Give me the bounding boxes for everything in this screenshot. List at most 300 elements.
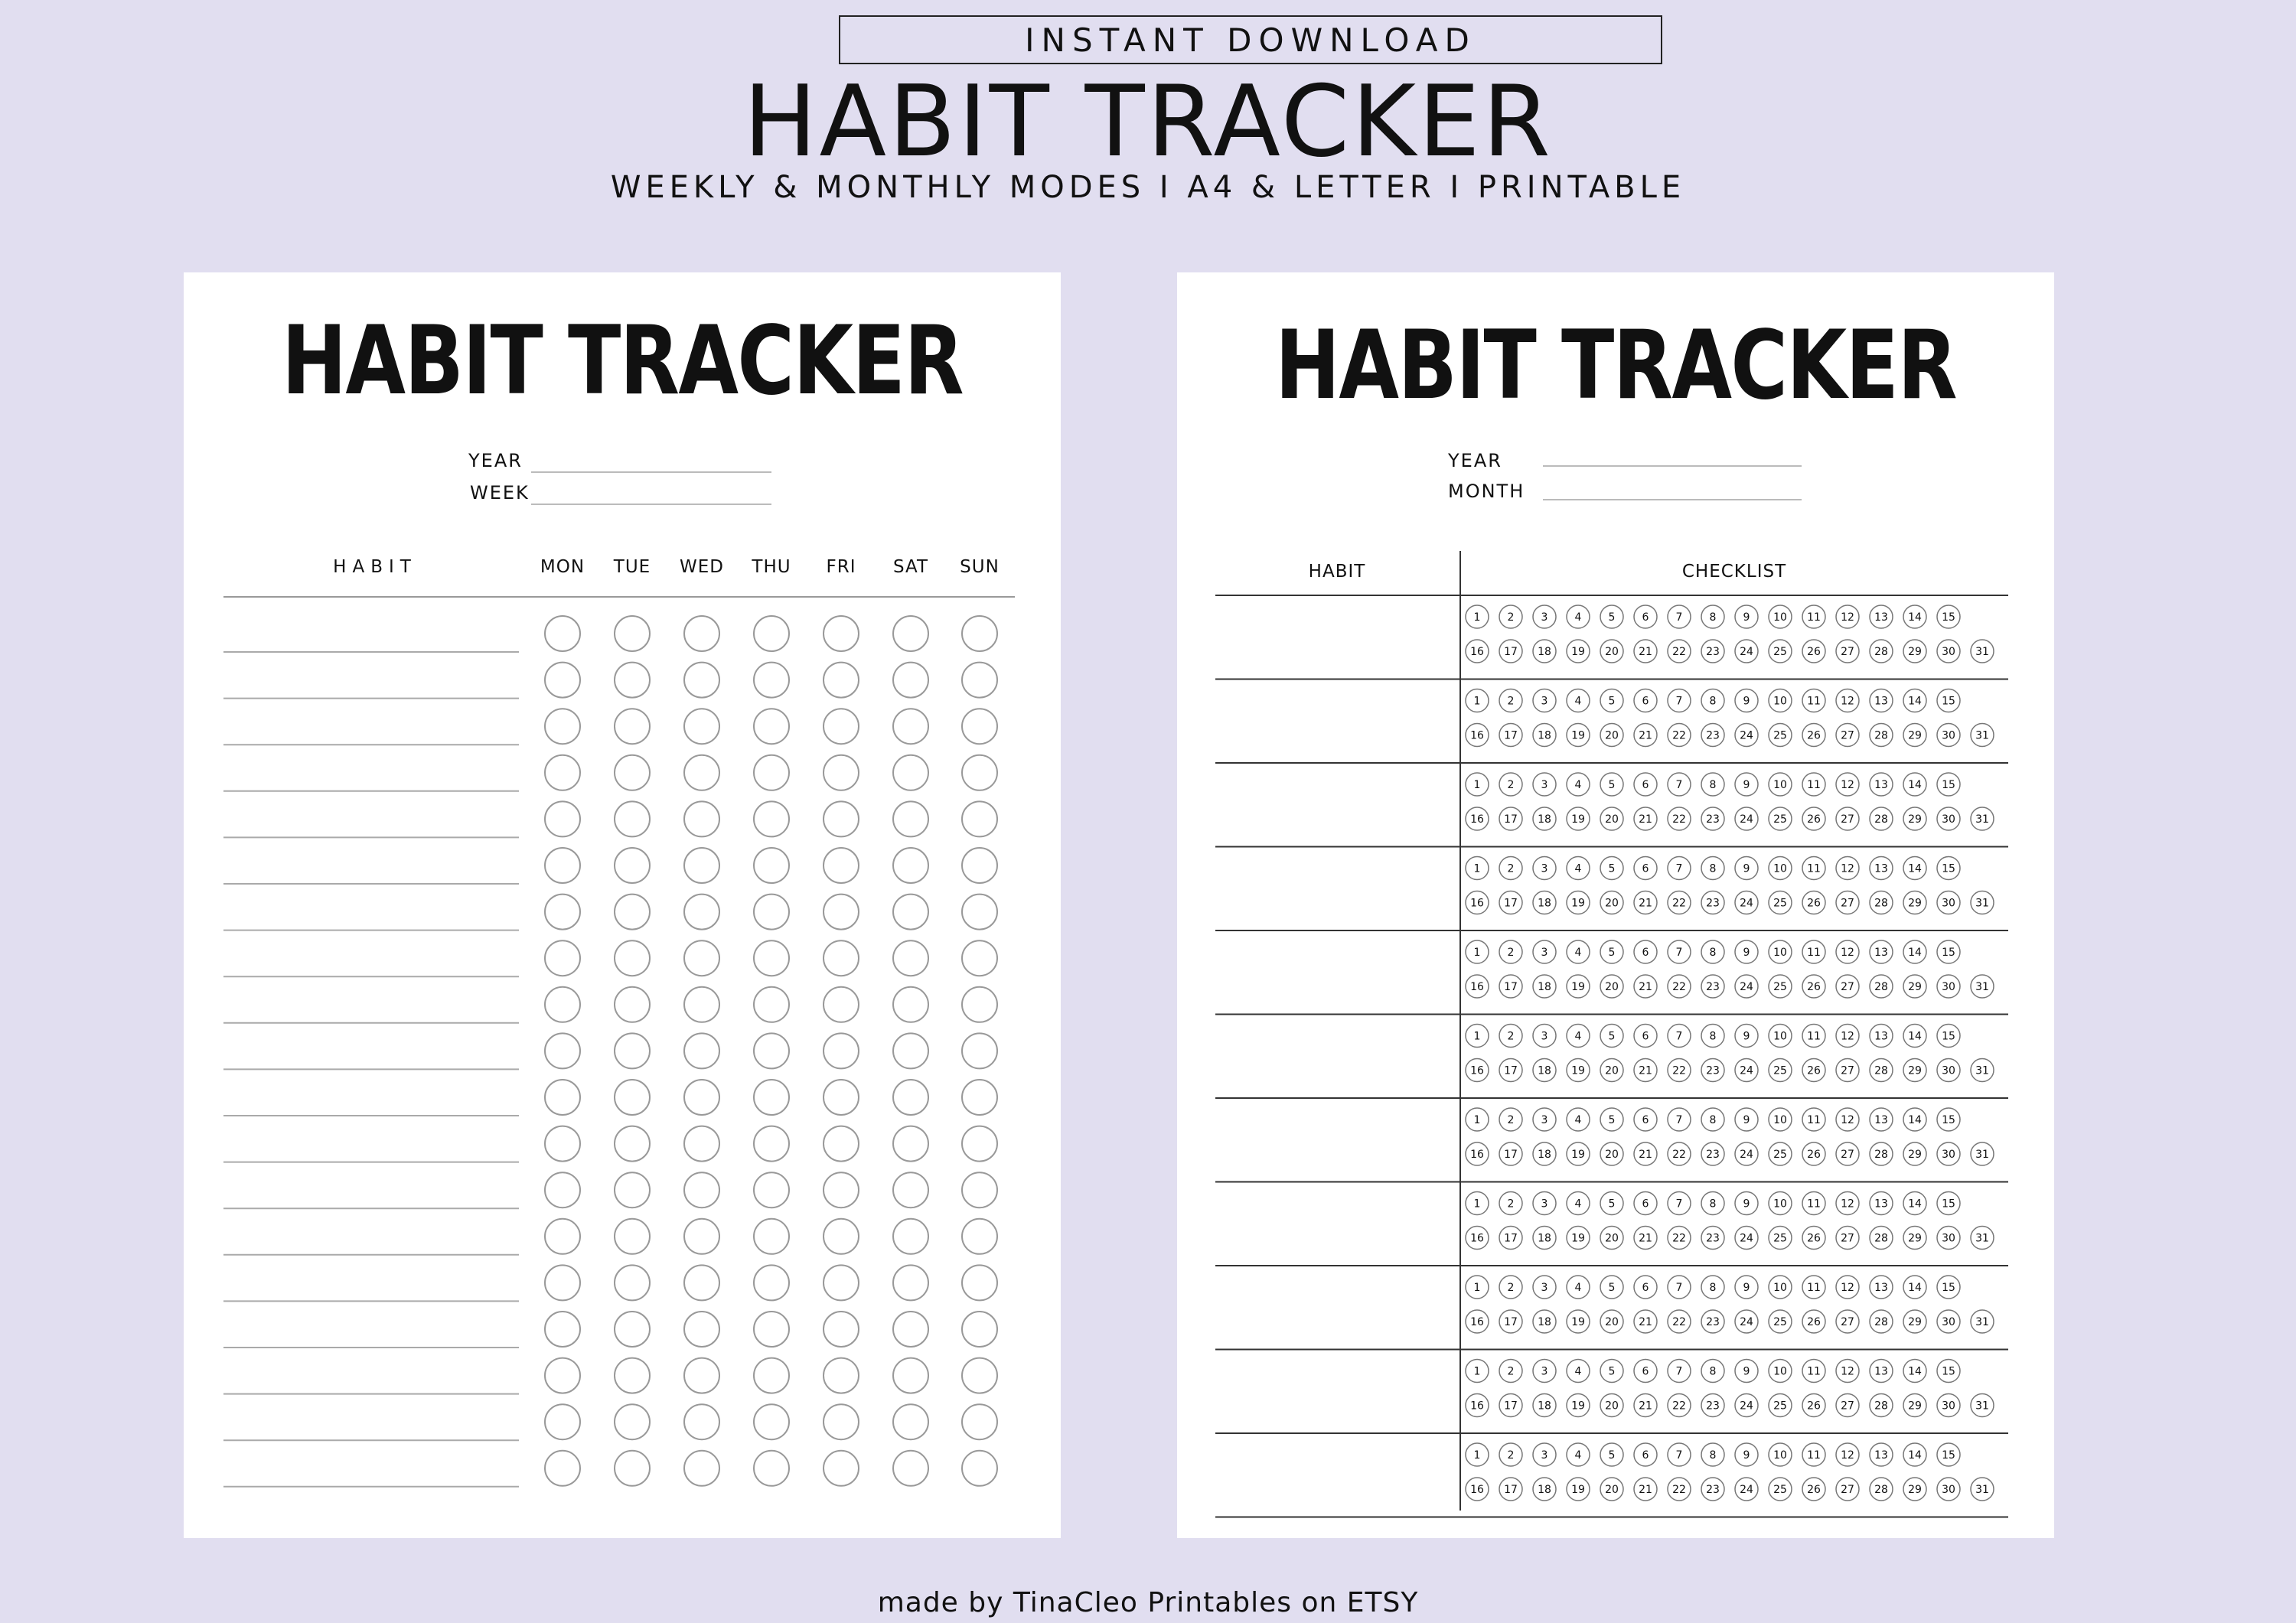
monthly-day-circle[interactable] bbox=[1499, 1478, 1522, 1501]
monthly-day-circle[interactable] bbox=[1634, 1276, 1657, 1299]
monthly-day-circle[interactable] bbox=[1937, 975, 1960, 998]
monthly-day-circle[interactable] bbox=[1701, 1059, 1724, 1082]
weekly-check-circle[interactable] bbox=[823, 1312, 859, 1347]
weekly-check-circle[interactable] bbox=[684, 755, 719, 790]
monthly-day-circle[interactable] bbox=[1499, 1025, 1522, 1048]
monthly-day-circle[interactable] bbox=[1735, 1108, 1758, 1131]
monthly-day-circle[interactable] bbox=[1499, 640, 1522, 663]
monthly-day-circle[interactable] bbox=[1600, 1443, 1623, 1466]
monthly-day-circle[interactable] bbox=[1769, 689, 1792, 712]
monthly-day-circle[interactable] bbox=[1903, 1443, 1926, 1466]
monthly-day-circle[interactable] bbox=[1567, 1478, 1590, 1501]
monthly-day-circle[interactable] bbox=[1903, 1276, 1926, 1299]
monthly-day-circle[interactable] bbox=[1903, 857, 1926, 880]
monthly-day-circle[interactable] bbox=[1701, 773, 1724, 796]
monthly-day-circle[interactable] bbox=[1870, 1108, 1893, 1131]
monthly-day-circle[interactable] bbox=[1903, 1478, 1926, 1501]
monthly-day-circle[interactable] bbox=[1466, 940, 1489, 963]
monthly-day-circle[interactable] bbox=[1836, 1360, 1859, 1383]
weekly-check-circle[interactable] bbox=[684, 1312, 719, 1347]
monthly-day-circle[interactable] bbox=[1634, 1025, 1657, 1048]
monthly-day-circle[interactable] bbox=[1533, 1276, 1556, 1299]
weekly-check-circle[interactable] bbox=[893, 848, 928, 883]
weekly-check-circle[interactable] bbox=[754, 1033, 789, 1068]
monthly-day-circle[interactable] bbox=[1567, 773, 1590, 796]
monthly-day-circle[interactable] bbox=[1802, 891, 1825, 914]
monthly-day-circle[interactable] bbox=[1870, 1025, 1893, 1048]
weekly-check-circle[interactable] bbox=[615, 848, 650, 883]
monthly-day-circle[interactable] bbox=[1769, 807, 1792, 830]
monthly-day-circle[interactable] bbox=[1769, 975, 1792, 998]
monthly-day-circle[interactable] bbox=[1701, 807, 1724, 830]
monthly-day-circle[interactable] bbox=[1903, 1360, 1926, 1383]
weekly-check-circle[interactable] bbox=[893, 1265, 928, 1300]
monthly-day-circle[interactable] bbox=[1735, 724, 1758, 747]
weekly-check-circle[interactable] bbox=[823, 1265, 859, 1300]
monthly-day-circle[interactable] bbox=[1600, 724, 1623, 747]
monthly-day-circle[interactable] bbox=[1634, 1192, 1657, 1215]
monthly-day-circle[interactable] bbox=[1903, 1142, 1926, 1165]
monthly-day-circle[interactable] bbox=[1634, 1310, 1657, 1333]
monthly-day-circle[interactable] bbox=[1668, 1276, 1691, 1299]
monthly-day-circle[interactable] bbox=[1836, 1108, 1859, 1131]
monthly-day-circle[interactable] bbox=[1836, 1142, 1859, 1165]
weekly-check-circle[interactable] bbox=[684, 1172, 719, 1207]
monthly-day-circle[interactable] bbox=[1870, 1059, 1893, 1082]
monthly-day-circle[interactable] bbox=[1701, 1192, 1724, 1215]
weekly-check-circle[interactable] bbox=[615, 616, 650, 651]
monthly-day-circle[interactable] bbox=[1634, 940, 1657, 963]
monthly-day-circle[interactable] bbox=[1903, 689, 1926, 712]
monthly-day-circle[interactable] bbox=[1802, 773, 1825, 796]
monthly-day-circle[interactable] bbox=[1567, 975, 1590, 998]
monthly-day-circle[interactable] bbox=[1567, 689, 1590, 712]
monthly-day-circle[interactable] bbox=[1499, 857, 1522, 880]
monthly-day-circle[interactable] bbox=[1903, 1025, 1926, 1048]
monthly-day-circle[interactable] bbox=[1600, 857, 1623, 880]
monthly-day-circle[interactable] bbox=[1600, 1227, 1623, 1250]
weekly-check-circle[interactable] bbox=[684, 1265, 719, 1300]
monthly-day-circle[interactable] bbox=[1870, 1310, 1893, 1333]
weekly-check-circle[interactable] bbox=[545, 1219, 580, 1254]
monthly-day-circle[interactable] bbox=[1769, 1142, 1792, 1165]
monthly-day-circle[interactable] bbox=[1567, 1360, 1590, 1383]
monthly-day-circle[interactable] bbox=[1466, 975, 1489, 998]
monthly-day-circle[interactable] bbox=[1499, 891, 1522, 914]
monthly-day-circle[interactable] bbox=[1668, 975, 1691, 998]
weekly-check-circle[interactable] bbox=[754, 1219, 789, 1254]
weekly-check-circle[interactable] bbox=[615, 1033, 650, 1068]
monthly-day-circle[interactable] bbox=[1937, 605, 1960, 628]
monthly-day-circle[interactable] bbox=[1533, 1478, 1556, 1501]
monthly-day-circle[interactable] bbox=[1499, 689, 1522, 712]
weekly-check-circle[interactable] bbox=[754, 1358, 789, 1393]
monthly-day-circle[interactable] bbox=[1937, 1276, 1960, 1299]
monthly-day-circle[interactable] bbox=[1533, 1108, 1556, 1131]
monthly-day-circle[interactable] bbox=[1769, 605, 1792, 628]
monthly-day-circle[interactable] bbox=[1567, 1192, 1590, 1215]
monthly-day-circle[interactable] bbox=[1735, 605, 1758, 628]
weekly-check-circle[interactable] bbox=[754, 1080, 789, 1115]
weekly-check-circle[interactable] bbox=[893, 1080, 928, 1115]
weekly-check-circle[interactable] bbox=[545, 1265, 580, 1300]
weekly-check-circle[interactable] bbox=[823, 848, 859, 883]
monthly-day-circle[interactable] bbox=[1668, 724, 1691, 747]
monthly-day-circle[interactable] bbox=[1903, 640, 1926, 663]
weekly-check-circle[interactable] bbox=[754, 895, 789, 930]
monthly-day-circle[interactable] bbox=[1533, 773, 1556, 796]
monthly-day-circle[interactable] bbox=[1634, 1227, 1657, 1250]
weekly-check-circle[interactable] bbox=[545, 663, 580, 698]
monthly-day-circle[interactable] bbox=[1937, 1142, 1960, 1165]
monthly-day-circle[interactable] bbox=[1600, 1025, 1623, 1048]
monthly-day-circle[interactable] bbox=[1769, 1059, 1792, 1082]
weekly-check-circle[interactable] bbox=[545, 1126, 580, 1162]
monthly-day-circle[interactable] bbox=[1735, 773, 1758, 796]
monthly-day-circle[interactable] bbox=[1903, 1227, 1926, 1250]
weekly-check-circle[interactable] bbox=[754, 1451, 789, 1486]
monthly-day-circle[interactable] bbox=[1802, 1443, 1825, 1466]
monthly-day-circle[interactable] bbox=[1466, 1192, 1489, 1215]
monthly-day-circle[interactable] bbox=[1634, 857, 1657, 880]
monthly-day-circle[interactable] bbox=[1903, 1108, 1926, 1131]
monthly-day-circle[interactable] bbox=[1937, 640, 1960, 663]
weekly-check-circle[interactable] bbox=[823, 1358, 859, 1393]
monthly-day-circle[interactable] bbox=[1802, 1310, 1825, 1333]
weekly-check-circle[interactable] bbox=[615, 895, 650, 930]
monthly-day-circle[interactable] bbox=[1802, 1142, 1825, 1165]
weekly-check-circle[interactable] bbox=[823, 1080, 859, 1115]
monthly-day-circle[interactable] bbox=[1903, 605, 1926, 628]
monthly-day-circle[interactable] bbox=[1466, 1025, 1489, 1048]
monthly-day-circle[interactable] bbox=[1634, 1059, 1657, 1082]
monthly-day-circle[interactable] bbox=[1634, 640, 1657, 663]
monthly-day-circle[interactable] bbox=[1836, 1443, 1859, 1466]
monthly-day-circle[interactable] bbox=[1499, 1192, 1522, 1215]
weekly-check-circle[interactable] bbox=[962, 1265, 997, 1300]
monthly-day-circle[interactable] bbox=[1870, 1443, 1893, 1466]
monthly-day-circle[interactable] bbox=[1701, 640, 1724, 663]
monthly-day-circle[interactable] bbox=[1466, 1443, 1489, 1466]
weekly-check-circle[interactable] bbox=[754, 1126, 789, 1162]
monthly-day-circle[interactable] bbox=[1600, 773, 1623, 796]
weekly-check-circle[interactable] bbox=[823, 1451, 859, 1486]
monthly-day-circle[interactable] bbox=[1634, 1394, 1657, 1417]
monthly-day-circle[interactable] bbox=[1836, 1192, 1859, 1215]
monthly-day-circle[interactable] bbox=[1903, 1310, 1926, 1333]
monthly-day-circle[interactable] bbox=[1701, 1108, 1724, 1131]
monthly-day-circle[interactable] bbox=[1634, 724, 1657, 747]
monthly-day-circle[interactable] bbox=[1769, 1192, 1792, 1215]
monthly-day-circle[interactable] bbox=[1836, 773, 1859, 796]
monthly-day-circle[interactable] bbox=[1466, 1478, 1489, 1501]
monthly-day-circle[interactable] bbox=[1668, 940, 1691, 963]
monthly-day-circle[interactable] bbox=[1533, 1142, 1556, 1165]
weekly-check-circle[interactable] bbox=[754, 709, 789, 744]
monthly-day-circle[interactable] bbox=[1600, 605, 1623, 628]
weekly-check-circle[interactable] bbox=[684, 848, 719, 883]
weekly-check-circle[interactable] bbox=[823, 940, 859, 976]
weekly-check-circle[interactable] bbox=[684, 1451, 719, 1486]
weekly-check-circle[interactable] bbox=[684, 1080, 719, 1115]
monthly-day-circle[interactable] bbox=[1735, 1443, 1758, 1466]
weekly-check-circle[interactable] bbox=[754, 1265, 789, 1300]
monthly-day-circle[interactable] bbox=[1802, 724, 1825, 747]
monthly-day-circle[interactable] bbox=[1668, 891, 1691, 914]
monthly-day-circle[interactable] bbox=[1499, 724, 1522, 747]
monthly-day-circle[interactable] bbox=[1701, 1360, 1724, 1383]
weekly-check-circle[interactable] bbox=[545, 895, 580, 930]
weekly-check-circle[interactable] bbox=[545, 1451, 580, 1486]
weekly-check-circle[interactable] bbox=[823, 663, 859, 698]
monthly-day-circle[interactable] bbox=[1600, 1394, 1623, 1417]
monthly-day-circle[interactable] bbox=[1735, 891, 1758, 914]
monthly-day-circle[interactable] bbox=[1701, 940, 1724, 963]
monthly-day-circle[interactable] bbox=[1870, 891, 1893, 914]
weekly-check-circle[interactable] bbox=[962, 616, 997, 651]
monthly-day-circle[interactable] bbox=[1466, 605, 1489, 628]
monthly-day-circle[interactable] bbox=[1735, 640, 1758, 663]
monthly-day-circle[interactable] bbox=[1466, 1394, 1489, 1417]
weekly-check-circle[interactable] bbox=[754, 663, 789, 698]
weekly-check-circle[interactable] bbox=[615, 1451, 650, 1486]
weekly-check-circle[interactable] bbox=[893, 1404, 928, 1439]
monthly-day-circle[interactable] bbox=[1466, 807, 1489, 830]
monthly-day-circle[interactable] bbox=[1466, 1108, 1489, 1131]
weekly-check-circle[interactable] bbox=[615, 755, 650, 790]
monthly-day-circle[interactable] bbox=[1634, 773, 1657, 796]
monthly-day-circle[interactable] bbox=[1533, 1394, 1556, 1417]
monthly-day-circle[interactable] bbox=[1600, 1059, 1623, 1082]
weekly-check-circle[interactable] bbox=[684, 1404, 719, 1439]
monthly-day-circle[interactable] bbox=[1836, 975, 1859, 998]
monthly-day-circle[interactable] bbox=[1466, 773, 1489, 796]
monthly-day-circle[interactable] bbox=[1533, 640, 1556, 663]
weekly-check-circle[interactable] bbox=[754, 1404, 789, 1439]
weekly-check-circle[interactable] bbox=[615, 1404, 650, 1439]
monthly-day-circle[interactable] bbox=[1466, 689, 1489, 712]
monthly-day-circle[interactable] bbox=[1937, 1310, 1960, 1333]
weekly-check-circle[interactable] bbox=[545, 940, 580, 976]
weekly-check-circle[interactable] bbox=[962, 1172, 997, 1207]
monthly-day-circle[interactable] bbox=[1836, 857, 1859, 880]
monthly-day-circle[interactable] bbox=[1836, 1227, 1859, 1250]
monthly-day-circle[interactable] bbox=[1802, 1108, 1825, 1131]
weekly-check-circle[interactable] bbox=[823, 987, 859, 1022]
weekly-check-circle[interactable] bbox=[893, 616, 928, 651]
weekly-check-circle[interactable] bbox=[545, 987, 580, 1022]
monthly-day-circle[interactable] bbox=[1668, 807, 1691, 830]
monthly-day-circle[interactable] bbox=[1735, 1394, 1758, 1417]
monthly-day-circle[interactable] bbox=[1769, 1394, 1792, 1417]
monthly-day-circle[interactable] bbox=[1634, 807, 1657, 830]
monthly-day-circle[interactable] bbox=[1499, 605, 1522, 628]
monthly-day-circle[interactable] bbox=[1836, 640, 1859, 663]
weekly-check-circle[interactable] bbox=[615, 1358, 650, 1393]
monthly-day-circle[interactable] bbox=[1971, 1059, 1994, 1082]
monthly-day-circle[interactable] bbox=[1634, 1443, 1657, 1466]
monthly-day-circle[interactable] bbox=[1836, 1025, 1859, 1048]
monthly-day-circle[interactable] bbox=[1769, 1227, 1792, 1250]
monthly-day-circle[interactable] bbox=[1668, 773, 1691, 796]
monthly-day-circle[interactable] bbox=[1634, 891, 1657, 914]
weekly-check-circle[interactable] bbox=[615, 1172, 650, 1207]
monthly-day-circle[interactable] bbox=[1769, 640, 1792, 663]
monthly-day-circle[interactable] bbox=[1634, 1360, 1657, 1383]
monthly-day-circle[interactable] bbox=[1903, 1059, 1926, 1082]
weekly-check-circle[interactable] bbox=[823, 1126, 859, 1162]
weekly-check-circle[interactable] bbox=[684, 663, 719, 698]
weekly-check-circle[interactable] bbox=[962, 663, 997, 698]
monthly-day-circle[interactable] bbox=[1567, 605, 1590, 628]
monthly-day-circle[interactable] bbox=[1499, 1394, 1522, 1417]
monthly-day-circle[interactable] bbox=[1668, 1227, 1691, 1250]
monthly-day-circle[interactable] bbox=[1466, 1360, 1489, 1383]
monthly-day-circle[interactable] bbox=[1971, 640, 1994, 663]
monthly-day-circle[interactable] bbox=[1600, 807, 1623, 830]
weekly-check-circle[interactable] bbox=[893, 1172, 928, 1207]
monthly-day-circle[interactable] bbox=[1802, 1059, 1825, 1082]
monthly-day-circle[interactable] bbox=[1701, 1478, 1724, 1501]
monthly-day-circle[interactable] bbox=[1836, 724, 1859, 747]
monthly-day-circle[interactable] bbox=[1802, 1478, 1825, 1501]
weekly-check-circle[interactable] bbox=[893, 1312, 928, 1347]
monthly-day-circle[interactable] bbox=[1836, 1276, 1859, 1299]
monthly-day-circle[interactable] bbox=[1836, 891, 1859, 914]
monthly-day-circle[interactable] bbox=[1567, 1310, 1590, 1333]
monthly-day-circle[interactable] bbox=[1499, 1360, 1522, 1383]
monthly-day-circle[interactable] bbox=[1971, 1478, 1994, 1501]
monthly-day-circle[interactable] bbox=[1735, 857, 1758, 880]
monthly-day-circle[interactable] bbox=[1870, 640, 1893, 663]
weekly-check-circle[interactable] bbox=[893, 1358, 928, 1393]
monthly-day-circle[interactable] bbox=[1735, 807, 1758, 830]
monthly-day-circle[interactable] bbox=[1634, 605, 1657, 628]
weekly-check-circle[interactable] bbox=[545, 801, 580, 836]
weekly-check-circle[interactable] bbox=[615, 1312, 650, 1347]
weekly-check-circle[interactable] bbox=[684, 1358, 719, 1393]
monthly-day-circle[interactable] bbox=[1466, 1276, 1489, 1299]
monthly-day-circle[interactable] bbox=[1567, 857, 1590, 880]
monthly-day-circle[interactable] bbox=[1971, 724, 1994, 747]
monthly-day-circle[interactable] bbox=[1802, 689, 1825, 712]
monthly-day-circle[interactable] bbox=[1701, 1394, 1724, 1417]
monthly-day-circle[interactable] bbox=[1701, 1025, 1724, 1048]
monthly-day-circle[interactable] bbox=[1567, 1059, 1590, 1082]
monthly-day-circle[interactable] bbox=[1870, 975, 1893, 998]
monthly-day-circle[interactable] bbox=[1701, 605, 1724, 628]
monthly-day-circle[interactable] bbox=[1567, 1276, 1590, 1299]
monthly-day-circle[interactable] bbox=[1466, 1142, 1489, 1165]
monthly-day-circle[interactable] bbox=[1870, 605, 1893, 628]
monthly-day-circle[interactable] bbox=[1567, 891, 1590, 914]
weekly-check-circle[interactable] bbox=[754, 1172, 789, 1207]
monthly-day-circle[interactable] bbox=[1668, 1059, 1691, 1082]
monthly-day-circle[interactable] bbox=[1567, 1227, 1590, 1250]
monthly-day-circle[interactable] bbox=[1870, 1227, 1893, 1250]
monthly-day-circle[interactable] bbox=[1870, 689, 1893, 712]
monthly-day-circle[interactable] bbox=[1668, 1025, 1691, 1048]
weekly-check-circle[interactable] bbox=[754, 940, 789, 976]
weekly-check-circle[interactable] bbox=[754, 616, 789, 651]
monthly-day-circle[interactable] bbox=[1870, 724, 1893, 747]
monthly-day-circle[interactable] bbox=[1735, 975, 1758, 998]
monthly-day-circle[interactable] bbox=[1769, 891, 1792, 914]
monthly-day-circle[interactable] bbox=[1735, 1227, 1758, 1250]
monthly-day-circle[interactable] bbox=[1870, 1360, 1893, 1383]
weekly-check-circle[interactable] bbox=[962, 1126, 997, 1162]
monthly-day-circle[interactable] bbox=[1701, 1142, 1724, 1165]
monthly-day-circle[interactable] bbox=[1499, 1108, 1522, 1131]
monthly-day-circle[interactable] bbox=[1533, 1059, 1556, 1082]
monthly-day-circle[interactable] bbox=[1937, 1443, 1960, 1466]
monthly-day-circle[interactable] bbox=[1937, 1059, 1960, 1082]
monthly-day-circle[interactable] bbox=[1634, 1142, 1657, 1165]
monthly-day-circle[interactable] bbox=[1802, 1227, 1825, 1250]
monthly-day-circle[interactable] bbox=[1499, 1142, 1522, 1165]
monthly-day-circle[interactable] bbox=[1668, 1310, 1691, 1333]
weekly-check-circle[interactable] bbox=[754, 755, 789, 790]
weekly-check-circle[interactable] bbox=[545, 755, 580, 790]
monthly-day-circle[interactable] bbox=[1600, 891, 1623, 914]
weekly-check-circle[interactable] bbox=[823, 1172, 859, 1207]
monthly-day-circle[interactable] bbox=[1937, 857, 1960, 880]
monthly-day-circle[interactable] bbox=[1735, 1059, 1758, 1082]
monthly-day-circle[interactable] bbox=[1600, 1310, 1623, 1333]
weekly-check-circle[interactable] bbox=[684, 895, 719, 930]
weekly-check-circle[interactable] bbox=[893, 709, 928, 744]
monthly-day-circle[interactable] bbox=[1466, 724, 1489, 747]
monthly-day-circle[interactable] bbox=[1567, 1443, 1590, 1466]
monthly-day-circle[interactable] bbox=[1769, 724, 1792, 747]
weekly-check-circle[interactable] bbox=[962, 1312, 997, 1347]
monthly-day-circle[interactable] bbox=[1668, 1394, 1691, 1417]
monthly-day-circle[interactable] bbox=[1937, 891, 1960, 914]
weekly-check-circle[interactable] bbox=[684, 1219, 719, 1254]
monthly-day-circle[interactable] bbox=[1870, 807, 1893, 830]
monthly-day-circle[interactable] bbox=[1600, 689, 1623, 712]
monthly-day-circle[interactable] bbox=[1668, 857, 1691, 880]
monthly-day-circle[interactable] bbox=[1903, 773, 1926, 796]
weekly-check-circle[interactable] bbox=[615, 1265, 650, 1300]
weekly-check-circle[interactable] bbox=[893, 663, 928, 698]
monthly-day-circle[interactable] bbox=[1769, 1108, 1792, 1131]
monthly-day-circle[interactable] bbox=[1668, 1360, 1691, 1383]
monthly-day-circle[interactable] bbox=[1903, 891, 1926, 914]
monthly-day-circle[interactable] bbox=[1937, 689, 1960, 712]
weekly-check-circle[interactable] bbox=[823, 801, 859, 836]
weekly-check-circle[interactable] bbox=[893, 1126, 928, 1162]
monthly-day-circle[interactable] bbox=[1802, 1394, 1825, 1417]
monthly-day-circle[interactable] bbox=[1499, 1276, 1522, 1299]
monthly-day-circle[interactable] bbox=[1567, 807, 1590, 830]
monthly-day-circle[interactable] bbox=[1499, 1059, 1522, 1082]
monthly-day-circle[interactable] bbox=[1668, 1108, 1691, 1131]
weekly-check-circle[interactable] bbox=[684, 987, 719, 1022]
weekly-check-circle[interactable] bbox=[962, 940, 997, 976]
monthly-day-circle[interactable] bbox=[1735, 940, 1758, 963]
monthly-day-circle[interactable] bbox=[1533, 689, 1556, 712]
weekly-check-circle[interactable] bbox=[754, 848, 789, 883]
monthly-day-circle[interactable] bbox=[1735, 1478, 1758, 1501]
monthly-day-circle[interactable] bbox=[1836, 1394, 1859, 1417]
monthly-day-circle[interactable] bbox=[1836, 807, 1859, 830]
weekly-check-circle[interactable] bbox=[615, 663, 650, 698]
monthly-day-circle[interactable] bbox=[1735, 689, 1758, 712]
monthly-day-circle[interactable] bbox=[1836, 1478, 1859, 1501]
weekly-check-circle[interactable] bbox=[684, 616, 719, 651]
monthly-day-circle[interactable] bbox=[1600, 1142, 1623, 1165]
